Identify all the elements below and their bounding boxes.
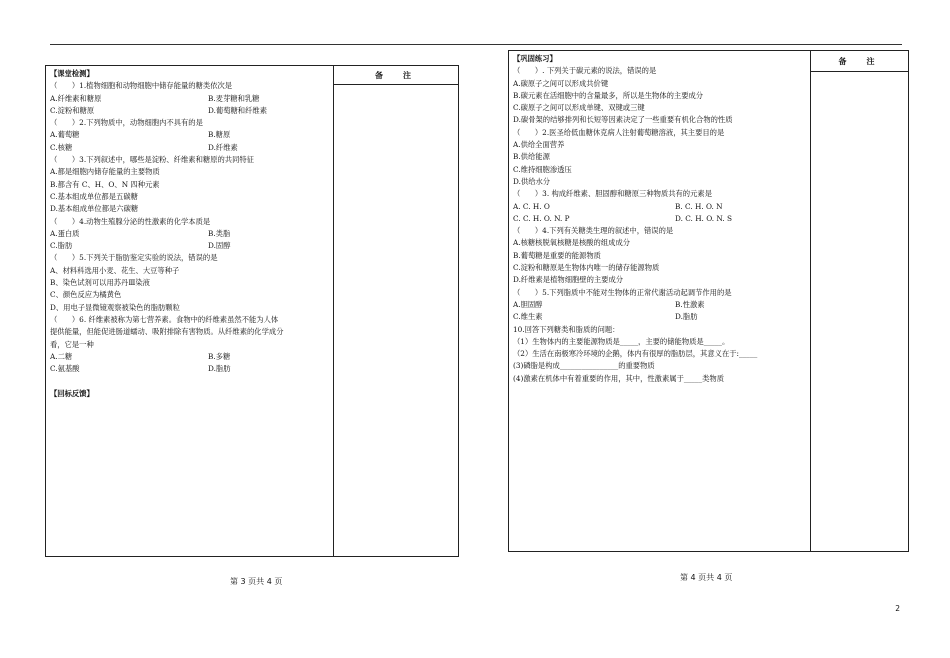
option-second-column: B.多糖: [208, 351, 231, 361]
right-question-list: [513, 53, 811, 385]
question-line: [50, 93, 334, 105]
line-text: (3)磷脂是构成________________的重要物质: [513, 361, 655, 371]
line-text: 【巩固练习】: [513, 54, 557, 63]
line-text: A.蛋白质: [50, 228, 80, 238]
question-line: [50, 339, 334, 351]
question-line: [50, 351, 334, 363]
line-text: （ ）1.植物细胞和动物细胞中储存能量的糖类依次是: [50, 81, 233, 91]
question-line: [50, 314, 334, 326]
line-text: (4)激素在机体中有着重要的作用，其中，性激素属于_____类物质: [513, 373, 724, 383]
line-text: B.都含有 C、H、O、N 四种元素: [50, 179, 160, 189]
question-line: [513, 78, 811, 90]
line-text: （ ）. 下列关于碳元素的说法，错误的是: [513, 66, 657, 76]
line-text: D.供给水分: [513, 176, 551, 186]
question-line: [50, 375, 334, 387]
option-second-column: B.麦芽糖和乳糖: [208, 93, 260, 103]
question-line: [50, 117, 334, 129]
line-text: 提供能量，但能促进肠道蠕动、吸附排除有害物质。从纤维素的化学成分: [50, 327, 284, 337]
question-line: [513, 176, 811, 188]
question-line: [50, 80, 334, 92]
question-line: [50, 326, 334, 338]
right-notes-header: 备 注: [811, 51, 908, 72]
question-line: [513, 262, 811, 274]
question-line: [513, 139, 811, 151]
section-heading: [513, 53, 811, 65]
line-text: C.碳原子之间可以形成单键、双键或三键: [513, 103, 645, 113]
corner-page-number: 2: [895, 604, 900, 613]
line-text: C.淀粉和糖原: [50, 105, 95, 115]
line-text: （ ）2.医圣给低血糖休克病人注射葡萄糖溶液，其主要目的是: [513, 127, 725, 137]
option-second-column: B. C. H. O. N: [675, 201, 723, 211]
question-line: [513, 127, 811, 139]
line-text: A.碳原子之间可以形成共价键: [513, 78, 609, 88]
line-text: A.二糖: [50, 351, 73, 361]
question-line: [513, 151, 811, 163]
line-text: A.葡萄糖: [50, 130, 80, 140]
question-line: [513, 188, 811, 200]
line-text: C.淀粉和糖原是生物体内唯一的储存能源物质: [513, 263, 660, 273]
question-line: [513, 373, 811, 385]
header-rule: [50, 44, 902, 45]
line-text: 10.回答下列糖类和脂质的问题：: [513, 324, 620, 334]
line-text: D.纤维素是植物细胞壁的主要成分: [513, 275, 624, 285]
line-text: （1）生物体内的主要能源物质是_____，主要的储能物质是_____。: [513, 336, 730, 346]
question-line: [50, 154, 334, 166]
question-line: [50, 179, 334, 191]
option-second-column: D.固醇: [208, 241, 231, 251]
line-text: A.供给全面营养: [513, 140, 565, 150]
line-text: A.核糖核脱氧核糖是核酸的组成成分: [513, 238, 631, 248]
question-line: [50, 203, 334, 215]
line-text: 看，它是一种: [50, 339, 94, 349]
line-text: B.碳元素在活细胞中的含量最多，所以是生物体的主要成分: [513, 90, 704, 100]
question-line: [50, 191, 334, 203]
line-text: （ ）3. 构成纤维素、胆固醇和糖原三种物质共有的元素是: [513, 189, 712, 199]
line-text: 【课堂检测】: [50, 69, 94, 78]
option-second-column: B.糖原: [208, 130, 231, 140]
line-text: （ ）3.下列叙述中，哪些是淀粉、纤维素和糖原的共同特征: [50, 155, 254, 165]
line-text: B、染色试剂可以用苏丹Ⅲ染液: [50, 278, 150, 288]
line-text: C.核糖: [50, 142, 73, 152]
line-text: （ ）4.动物生殖腺分泌的性激素的化学本质是: [50, 216, 211, 226]
section-heading: [50, 68, 334, 80]
line-text: （ ）5.下列脂质中不能对生物体的正常代谢活动起调节作用的是: [513, 287, 732, 297]
question-line: [513, 201, 811, 213]
line-text: A.纤维素和糖原: [50, 93, 102, 103]
left-notes-column: [333, 66, 458, 556]
question-line: [50, 240, 334, 252]
question-line: [50, 105, 334, 117]
line-text: C.脂肪: [50, 241, 73, 251]
line-text: （ ）4.下列有关糖类生理的叙述中，错误的是: [513, 226, 674, 236]
right-page-number: 第 4 页共 4 页: [680, 573, 733, 582]
option-second-column: D.脂肪: [675, 312, 698, 322]
line-text: A.胆固醇: [513, 299, 543, 309]
question-line: [50, 142, 334, 154]
option-second-column: B.类脂: [208, 228, 231, 238]
right-worksheet: [508, 50, 909, 552]
line-text: C.基本组成单位都是五碳糖: [50, 191, 138, 201]
question-line: [513, 90, 811, 102]
question-line: [513, 348, 811, 360]
left-notes-header: 备 注: [334, 66, 458, 85]
question-line: [513, 213, 811, 225]
question-line: [50, 277, 334, 289]
line-text: D.碳骨架的结够排列和长短等因素决定了一些重要有机化合物的性质: [513, 115, 733, 125]
left-page-number: 第 3 页共 4 页: [230, 577, 283, 586]
line-text: A.都是细胞内储存能量的主要物质: [50, 167, 160, 177]
question-line: [513, 336, 811, 348]
left-question-list: [50, 68, 334, 400]
question-line: [513, 237, 811, 249]
question-line: [50, 265, 334, 277]
line-text: D、用电子显微镜观察被染色的脂肪颗粒: [50, 302, 180, 312]
question-line: [513, 311, 811, 323]
question-line: [50, 129, 334, 141]
question-line: [513, 287, 811, 299]
question-line: [513, 114, 811, 126]
question-line: [50, 289, 334, 301]
line-text: 【回标反馈】: [50, 388, 94, 398]
option-second-column: B.性激素: [675, 299, 705, 309]
line-text: B.葡萄糖是重要的能源物质: [513, 250, 601, 260]
left-worksheet: [45, 65, 459, 557]
question-line: [513, 360, 811, 372]
question-line: [513, 102, 811, 114]
line-text: B.供给能源: [513, 152, 550, 162]
question-line: [513, 225, 811, 237]
line-text: A. C. H. O: [513, 201, 550, 211]
option-second-column: D.脂肪: [208, 364, 231, 374]
question-line: [513, 299, 811, 311]
line-text: D.基本组成单位都是六碳糖: [50, 204, 139, 214]
question-line: [50, 216, 334, 228]
question-line: [50, 302, 334, 314]
line-text: C.维持细胞渗透压: [513, 164, 572, 174]
right-notes-column: [810, 51, 908, 551]
line-text: C. C. H. O. N. P: [513, 213, 570, 223]
option-second-column: D.纤维素: [208, 142, 238, 152]
question-line: [513, 324, 811, 336]
left-question-area: [46, 66, 336, 556]
option-second-column: D.葡萄糖和纤维素: [208, 105, 267, 115]
question-line: [513, 250, 811, 262]
line-text: C、颜色反应为橘黄色: [50, 290, 122, 300]
question-line: [513, 274, 811, 286]
line-text: A、材料科选用小麦、花生、大豆等种子: [50, 265, 180, 275]
right-question-area: [509, 51, 813, 551]
question-line: [50, 166, 334, 178]
line-text: （ ）5.下列关于脂肪鉴定实验的说法，错误的是: [50, 253, 218, 263]
question-line: [50, 252, 334, 264]
line-text: （ ）6. 纤维素被称为第七营养素。食物中的纤维素虽然不能为人体: [50, 314, 279, 324]
line-text: C.维生素: [513, 312, 543, 322]
line-text: （2）生活在南极寒冷环境的企鹅，体内有很厚的脂肪层，其意义在于:_____: [513, 349, 758, 359]
question-line: [513, 164, 811, 176]
question-line: [50, 363, 334, 375]
question-line: [50, 228, 334, 240]
option-second-column: D. C. H. O. N. S: [675, 213, 732, 223]
line-text: （ ）2.下列物质中，动物细胞内不具有的是: [50, 118, 203, 128]
question-line: [513, 65, 811, 77]
line-text: C.氨基酸: [50, 364, 80, 374]
section-heading: [50, 388, 334, 400]
